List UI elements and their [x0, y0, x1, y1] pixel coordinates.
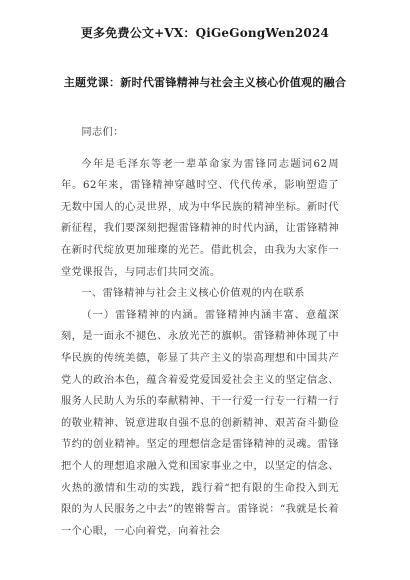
- paragraph-section-1: （一）雷锋精神的内涵。雷锋精神内涵丰富、意蕴深刻，是一面永不褪色、永放光芒的旗帜。雷锋精神体现了中华民族的传统美德，彰显了共产主义的崇高理想和中国共产党人的政治本色，蕴含着爱党爱国爱社会主义的坚定信念、服务人民助人为乐的奉献精神、干一行爱一行专一行精一行的敬业精神、锐意进取自强不息的创新精神、艰苦奋斗勤俭节约的创业精神。坚定的理想信念是雷锋精神的灵魂。雷锋把个人的理想追求融入党和国家事业之中，以坚定的信念、火热的激情和生动的实践，践行着“把有限的生命投入到无限的为人民服务之中去”的铿锵誓言。雷锋说：“我就是长着一个心眼，一心向着党，向着社会: [61, 309, 339, 537]
- document-title: 主题党课：新时代雷锋精神与社会主义核心价值观的融合: [63, 76, 347, 89]
- watermark-header: 更多免费公文+VX：QiGeGongWen2024: [80, 26, 330, 40]
- document-body: [61, 122, 339, 542]
- paragraph-intro: 今年是毛泽东等老一辈革命家为雷锋同志题词62周年。62年来，雷锋精神穿越时空、代代传承，影响塑造了无数中国人的心灵世界，成为中华民族的精神坐标。新时代新征程，我们要深刻把握雷锋精神的时代内涵，让雷锋精神在新时代绽放更加璀璨的光芒。借此机会，由我为大家作一堂党课报告，与同志们共同交流。: [61, 158, 339, 278]
- section-heading: 一、雷锋精神与社会主义核心价值观的内在联系: [81, 288, 305, 300]
- salutation: 同志们：: [81, 127, 124, 138]
